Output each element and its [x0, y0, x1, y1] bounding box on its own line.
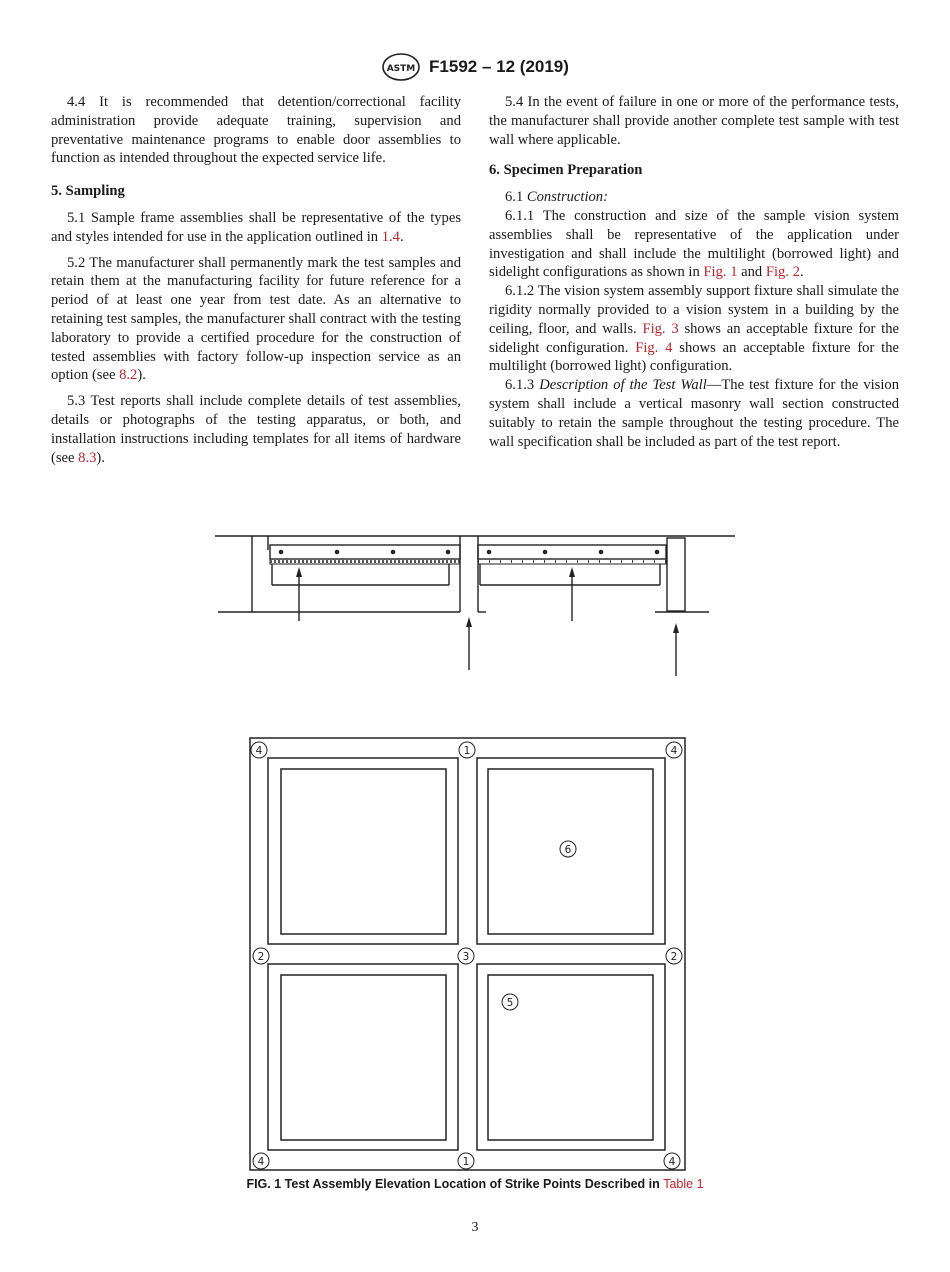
paragraph-4-4: 4.4 It is recommended that detention/correctional facility administration provide adequate training, supervision and preventative maintenance programs to enable door assemblies to function as intended throughout the expected service life. [51, 94, 461, 167]
page-header [0, 52, 950, 84]
page-number: 3 [471, 1220, 479, 1235]
ref-8-3-link[interactable]: 8.3 [78, 449, 97, 466]
svg-text:6: 6 [564, 844, 572, 856]
ref-8-2-link[interactable]: 8.2 [119, 367, 138, 384]
ref-1-4-link[interactable]: 1.4 [381, 228, 400, 245]
svg-text:4: 4 [257, 1156, 265, 1168]
glass-top-left [281, 769, 446, 934]
paragraph-6-1-2: 6.1.2 The vision system assembly support fixture shall simulate the rigidity normally provided to a vision system in a building by the ceiling, floor, and walls. Fig. 3 shows an acceptable fixture for the sidelight configuration. Fig. 4 shows an acceptable fixture for the multilight (borrowed light) configuration. [489, 283, 899, 375]
svg-text:4: 4 [668, 1156, 676, 1168]
svg-text:1: 1 [462, 1156, 470, 1168]
strike-point-mid-right [666, 948, 682, 964]
svg-text:3: 3 [462, 951, 470, 963]
strike-point-mid-left [253, 948, 269, 964]
ref-fig-3-link[interactable]: Fig. 3 [642, 320, 679, 337]
frame-inner-top-left [268, 758, 458, 944]
section-6-heading: 6. Specimen Preparation [489, 162, 643, 179]
paragraph-6-1: 6.1 Construction: [505, 189, 608, 206]
svg-text:ASTM: ASTM [386, 64, 416, 74]
ref-table-1-link[interactable]: Table 1 [663, 1177, 704, 1191]
astm-logo-icon [381, 52, 421, 82]
strike-point-bottom-left [253, 1153, 269, 1169]
svg-text:4: 4 [670, 745, 678, 757]
strike-point-mid-center [458, 948, 474, 964]
left-column [51, 93, 461, 474]
strike-point-top-left [251, 742, 267, 758]
glass-bottom-left [281, 975, 446, 1140]
strike-point-upper-right-pane [560, 841, 576, 857]
paragraph-5-1: 5.1 Sample frame assemblies shall be representative of the types and styles intended for use in the application outlined in 1.4. [51, 209, 461, 245]
frame-inner-bottom-left [268, 964, 458, 1150]
paragraph-5-4: 5.4 In the event of failure in one or more of the performance tests, the manufacturer shall provide another complete test sample with test wall where applicable. [489, 94, 899, 148]
section-view-drawing [0, 525, 950, 685]
right-column [489, 93, 899, 451]
strike-point-lower-right-pane [502, 994, 518, 1010]
ref-fig-4-link[interactable]: Fig. 4 [635, 339, 673, 356]
paragraph-6-1-1: 6.1.1 The construction and size of the sample vision system assemblies shall be representative of the application under investigation and shall include the multilight (borrowed light) and sidelight configurations as shown in Fig. 1 and Fig. 2. [489, 207, 899, 281]
strike-point-bottom-right [664, 1153, 680, 1169]
ref-fig-2-link[interactable]: Fig. 2 [765, 264, 800, 281]
svg-text:2: 2 [670, 951, 678, 963]
frame-inner-bottom-right [477, 964, 665, 1150]
svg-text:2: 2 [257, 951, 265, 963]
figure-caption: FIG. 1 Test Assembly Elevation Location of Strike Points Described in Table 1 [246, 1177, 704, 1191]
svg-text:1: 1 [463, 745, 471, 757]
strike-point-top-right [666, 742, 682, 758]
svg-text:4: 4 [255, 745, 263, 757]
ref-fig-1-link[interactable]: Fig. 1 [703, 264, 738, 281]
section-5-heading: 5. Sampling [51, 183, 125, 200]
svg-text:5: 5 [506, 997, 514, 1009]
elevation-drawing [0, 730, 950, 1175]
strike-point-bottom-center [458, 1153, 474, 1169]
paragraph-5-2: 5.2 The manufacturer shall permanently mark the test samples and retain them at the manufacturing facility for future reference for a period of at least one year from test date. As an alternative to retaining test samples, the manufacturer shall contract with the testing laboratory to provide a certified procedure for the construction of tested assemblies with factory follow-up inspection service as an option (see 8.2). [51, 254, 461, 384]
standard-designation: F1592 – 12 (2019) [429, 57, 569, 76]
paragraph-6-1-3: 6.1.3 Description of the Test Wall—The test fixture for the vision system shall include a vertical masonry wall section constructed suitably to retain the sample throughout the testing procedure. The wall specification shall be included as part of the test report. [489, 377, 899, 450]
strike-point-top-center [459, 742, 475, 758]
paragraph-5-3: 5.3 Test reports shall include complete details of test assemblies, details or photographs of the testing apparatus, or both, and installation instructions including templates for all items of hardware (see 8.3). [51, 393, 461, 466]
